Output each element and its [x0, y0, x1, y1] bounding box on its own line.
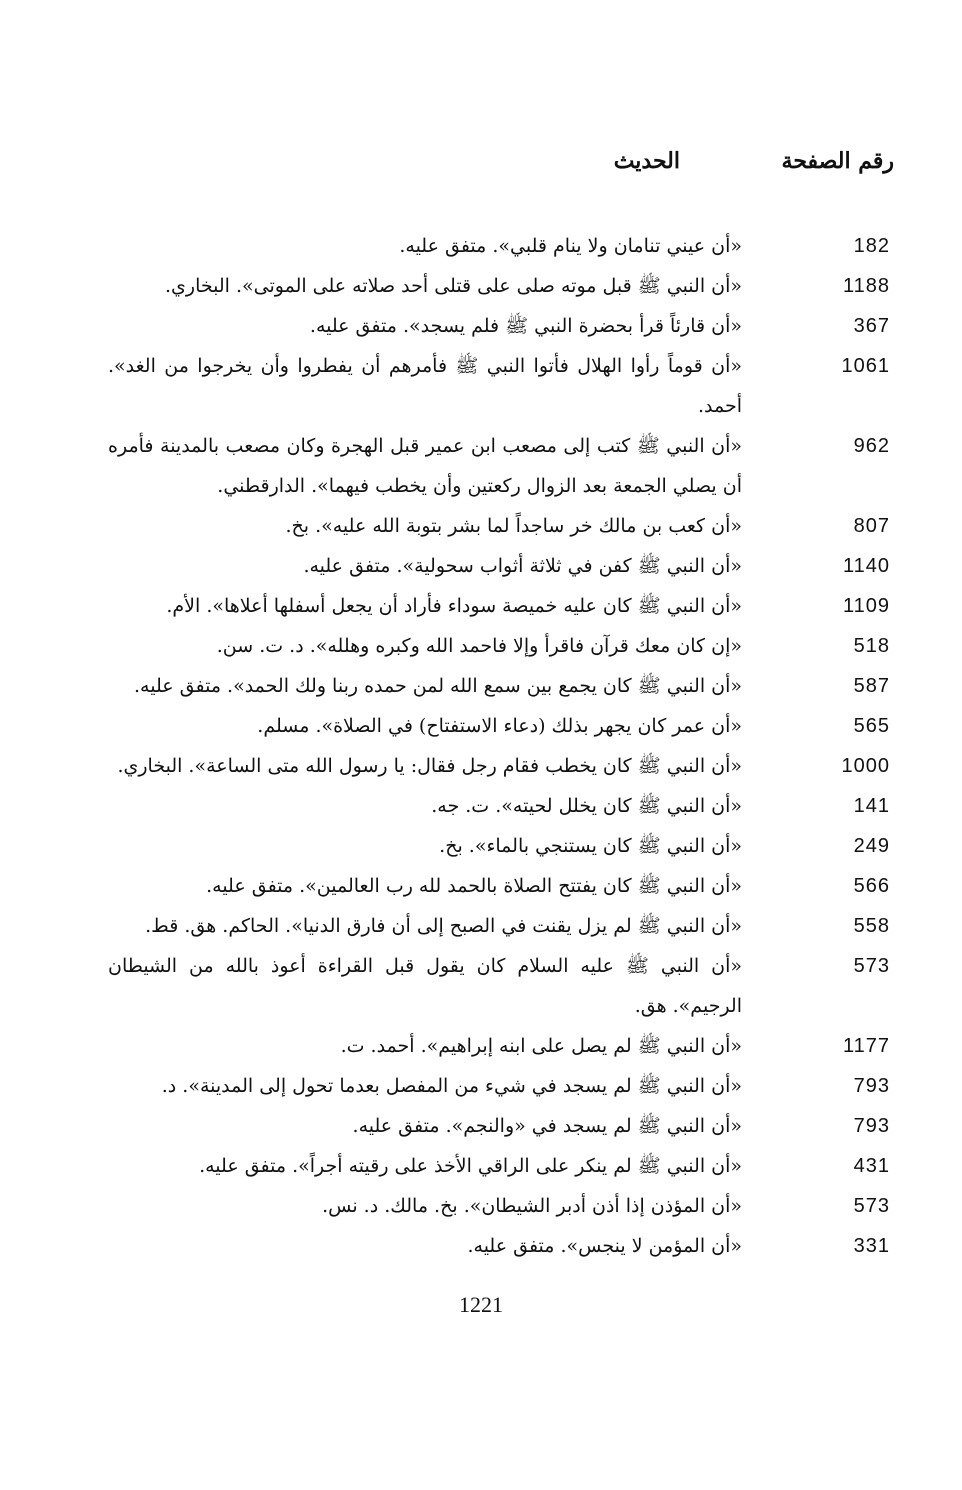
- index-entry: [108, 1106, 888, 1146]
- index-entry: [108, 266, 888, 306]
- index-entry: [108, 746, 888, 786]
- index-entry: [108, 586, 888, 626]
- index-entry: [108, 666, 888, 706]
- entry-page-number: 962: [853, 435, 890, 457]
- index-entry: [108, 786, 888, 826]
- entry-page-number: 1109: [842, 595, 890, 617]
- entry-page-number: 367: [853, 315, 890, 337]
- entry-page-number: 573: [853, 1195, 890, 1217]
- page-number-column-header: رقم الصفحة: [781, 148, 894, 174]
- hadith-column-header: الحديث: [613, 148, 680, 174]
- entry-page-number: 793: [853, 1075, 890, 1097]
- entry-hadith-text: «أن النبي ﷺ كان عليه خميصة سوداء فأراد أن يجعل أسفلها أعلاها». الأم.: [166, 595, 742, 617]
- entry-hadith-text: «أن النبي ﷺ لم يسجد في «والنجم». متفق عليه.: [352, 1115, 742, 1137]
- index-entry: [108, 906, 888, 946]
- entry-page-number: 431: [853, 1155, 890, 1177]
- index-entry: [108, 1226, 888, 1266]
- index-entry: [108, 866, 888, 906]
- index-entry: [108, 546, 888, 586]
- index-entry: [108, 826, 888, 866]
- index-entry: [108, 426, 888, 506]
- entry-page-number: 331: [853, 1235, 890, 1257]
- entry-page-number: 249: [853, 835, 890, 857]
- entry-page-number: 573: [853, 955, 890, 977]
- entry-page-number: 566: [853, 875, 890, 897]
- entry-hadith-text: «أن النبي ﷺ كفن في ثلاثة أثواب سحولية». متفق عليه.: [303, 555, 742, 577]
- entry-page-number: 1177: [842, 1035, 890, 1057]
- entry-hadith-text: «أن النبي ﷺ كان يفتتح الصلاة بالحمد لله رب العالمين». متفق عليه.: [206, 875, 742, 897]
- entry-page-number: 1000: [841, 755, 890, 777]
- entry-hadith-text: «أن النبي ﷺ قبل موته صلى على قتلى أحد صلاته على الموتى». البخاري.: [165, 275, 742, 297]
- entry-page-number: 141: [853, 795, 890, 817]
- entry-page-number: 587: [853, 675, 890, 697]
- entry-hadith-text: «أن النبي ﷺ لم ينكر على الراقي الأخذ على رقيته أجراً». متفق عليه.: [199, 1155, 742, 1177]
- entry-hadith-text: «أن قوماً رأوا الهلال فأتوا النبي ﷺ فأمرهم أن يفطروا وأن يخرجوا من الغد». أحمد.: [108, 355, 742, 417]
- entry-hadith-text: «أن النبي ﷺ كان يخطب فقام رجل فقال: يا رسول الله متى الساعة». البخاري.: [117, 755, 742, 777]
- entry-hadith-text: «إن كان معك قرآن فاقرأ وإلا فاحمد الله وكبره وهلله». د. ت. سن.: [216, 635, 742, 657]
- entry-page-number: 807: [853, 515, 890, 537]
- entry-page-number: 182: [853, 235, 890, 257]
- entry-hadith-text: «أن النبي ﷺ عليه السلام كان يقول قبل القراءة أعوذ بالله من الشيطان الرجيم». هق.: [108, 955, 742, 1017]
- index-entry: [108, 946, 888, 1026]
- entry-hadith-text: «أن النبي ﷺ لم يصل على ابنه إبراهيم». أحمد. ت.: [340, 1035, 742, 1057]
- entry-hadith-text: «أن النبي ﷺ لم يسجد في شيء من المفصل بعدما تحول إلى المدينة». د.: [161, 1075, 742, 1097]
- entry-hadith-text: «أن عيني تنامان ولا ينام قلبي». متفق عليه.: [399, 235, 742, 257]
- entry-hadith-text: «أن النبي ﷺ لم يزل يقنت في الصبح إلى أن فارق الدنيا». الحاكم. هق. قط.: [145, 915, 742, 937]
- index-entry: [108, 226, 888, 266]
- entry-hadith-text: «أن النبي ﷺ كان يستنجي بالماء». بخ.: [439, 835, 742, 857]
- footer-page-number: 1221: [459, 1292, 503, 1317]
- entry-page-number: 1140: [842, 555, 890, 577]
- entry-page-number: 565: [853, 715, 890, 737]
- entry-hadith-text: «أن النبي ﷺ كتب إلى مصعب ابن عمير قبل الهجرة وكان مصعب بالمدينة فأمره أن يصلي الجمعة بعد الزوال ركعتين وأن يخطب فيهما». الدارقطني.: [108, 435, 742, 497]
- index-entry: [108, 626, 888, 666]
- entry-hadith-text: «أن المؤذن إذا أذن أدبر الشيطان». بخ. مالك. د. نس.: [322, 1195, 742, 1217]
- index-entry: [108, 1026, 888, 1066]
- entry-hadith-text: «أن النبي ﷺ كان يخلل لحيته». ت. جه.: [431, 795, 742, 817]
- entry-hadith-text: «أن كعب بن مالك خر ساجداً لما بشر بتوبة الله عليه». بخ.: [285, 515, 742, 537]
- entry-hadith-text: «أن قارئاً قرأ بحضرة النبي ﷺ فلم يسجد». متفق عليه.: [309, 315, 742, 337]
- entry-page-number: 793: [853, 1115, 890, 1137]
- entry-page-number: 1188: [842, 275, 890, 297]
- entry-hadith-text: «أن النبي ﷺ كان يجمع بين سمع الله لمن حمده ربنا ولك الحمد». متفق عليه.: [134, 675, 742, 697]
- index-entry: [108, 346, 888, 426]
- entry-page-number: 558: [853, 915, 890, 937]
- entry-page-number: 1061: [841, 355, 890, 377]
- index-entry: [108, 1146, 888, 1186]
- index-entry: [108, 1186, 888, 1226]
- entry-hadith-text: «أن المؤمن لا ينجس». متفق عليه.: [467, 1235, 742, 1257]
- index-entry: [108, 1066, 888, 1106]
- index-entry: [108, 706, 888, 746]
- index-entry: [108, 506, 888, 546]
- hadith-index-list: [108, 226, 888, 1266]
- index-entry: [108, 306, 888, 346]
- entry-hadith-text: «أن عمر كان يجهر بذلك (دعاء الاستفتاح) في الصلاة». مسلم.: [257, 715, 742, 737]
- entry-page-number: 518: [853, 635, 890, 657]
